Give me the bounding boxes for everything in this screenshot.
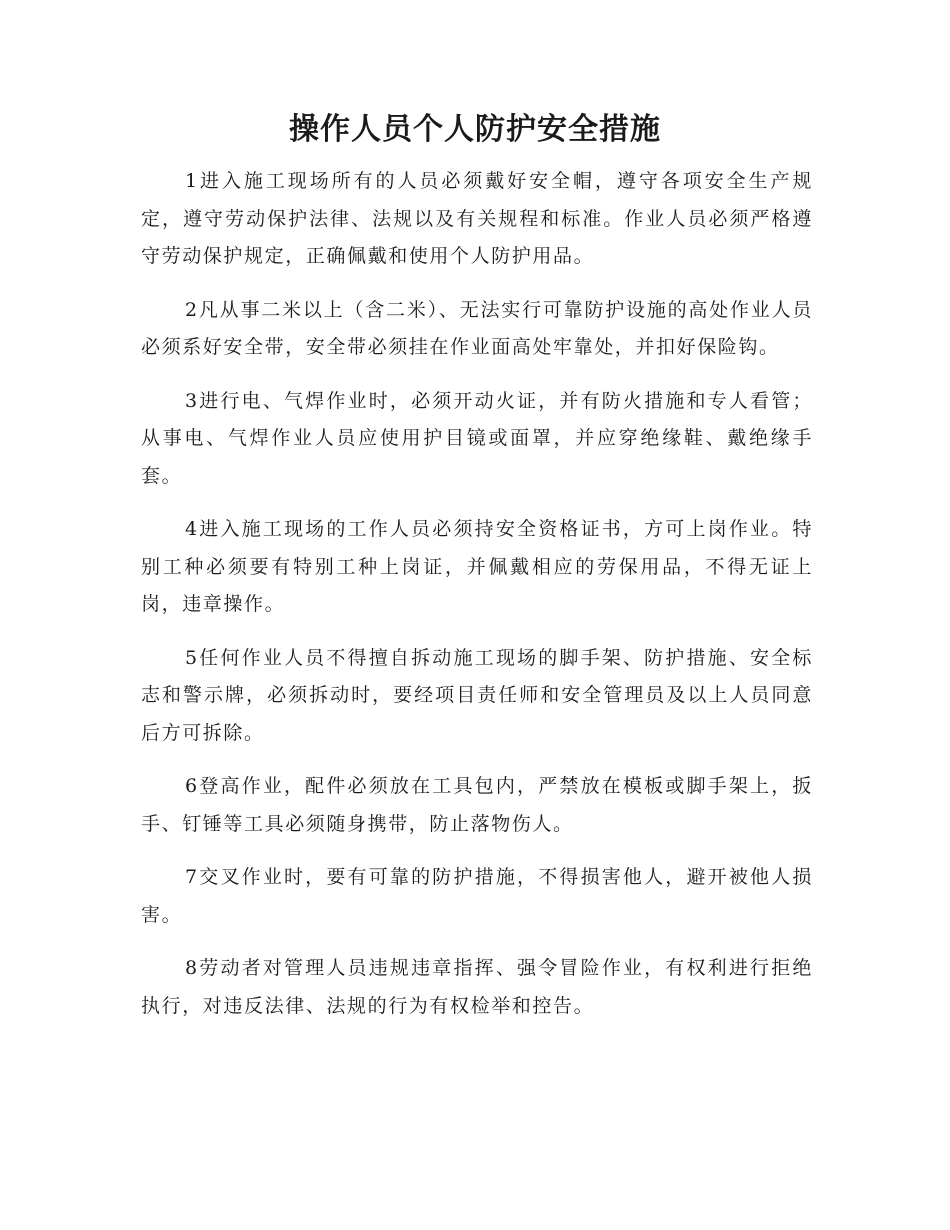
paragraph-6: 6登高作业，配件必须放在工具包内，严禁放在模板或脚手架上，扳手、钉锤等工具必须随身携带，防止落物伤人。 <box>141 775 813 835</box>
document-body <box>141 163 813 1041</box>
paragraph-1: 1进入施工现场所有的人员必须戴好安全帽，遵守各项安全生产规定，遵守劳动保护法律、法规以及有关规程和标准。作业人员必须严格遵守劳动保护规定，正确佩戴和使用个人防护用品。 <box>141 170 813 267</box>
document-title: 操作人员个人防护安全措施 <box>289 112 661 147</box>
paragraph-2: 2凡从事二米以上（含二米）、无法实行可靠防护设施的高处作业人员必须系好安全带，安全带必须挂在作业面高处牢靠处，并扣好保险钩。 <box>141 298 813 358</box>
paragraph-3: 3进行电、气焊作业时，必须开动火证，并有防火措施和专人看管；从事电、气焊作业人员应使用护目镜或面罩，并应穿绝缘鞋、戴绝缘手套。 <box>141 389 813 487</box>
paragraph-7: 7交叉作业时，要有可靠的防护措施，不得损害他人，避开被他人损害。 <box>141 866 813 926</box>
paragraph-4: 4进入施工现场的工作人员必须持安全资格证书，方可上岗作业。特别工种必须要有特别工种上岗证，并佩戴相应的劳保用品，不得无证上岗，违章操作。 <box>141 518 813 615</box>
paragraph-5: 5任何作业人员不得擅自拆动施工现场的脚手架、防护措施、安全标志和警示牌，必须拆动时，要经项目责任师和安全管理员及以上人员同意后方可拆除。 <box>141 646 813 744</box>
paragraph-8: 8劳动者对管理人员违规违章指挥、强令冒险作业，有权利进行拒绝执行，对违反法律、法规的行为有权检举和控告。 <box>141 957 813 1017</box>
